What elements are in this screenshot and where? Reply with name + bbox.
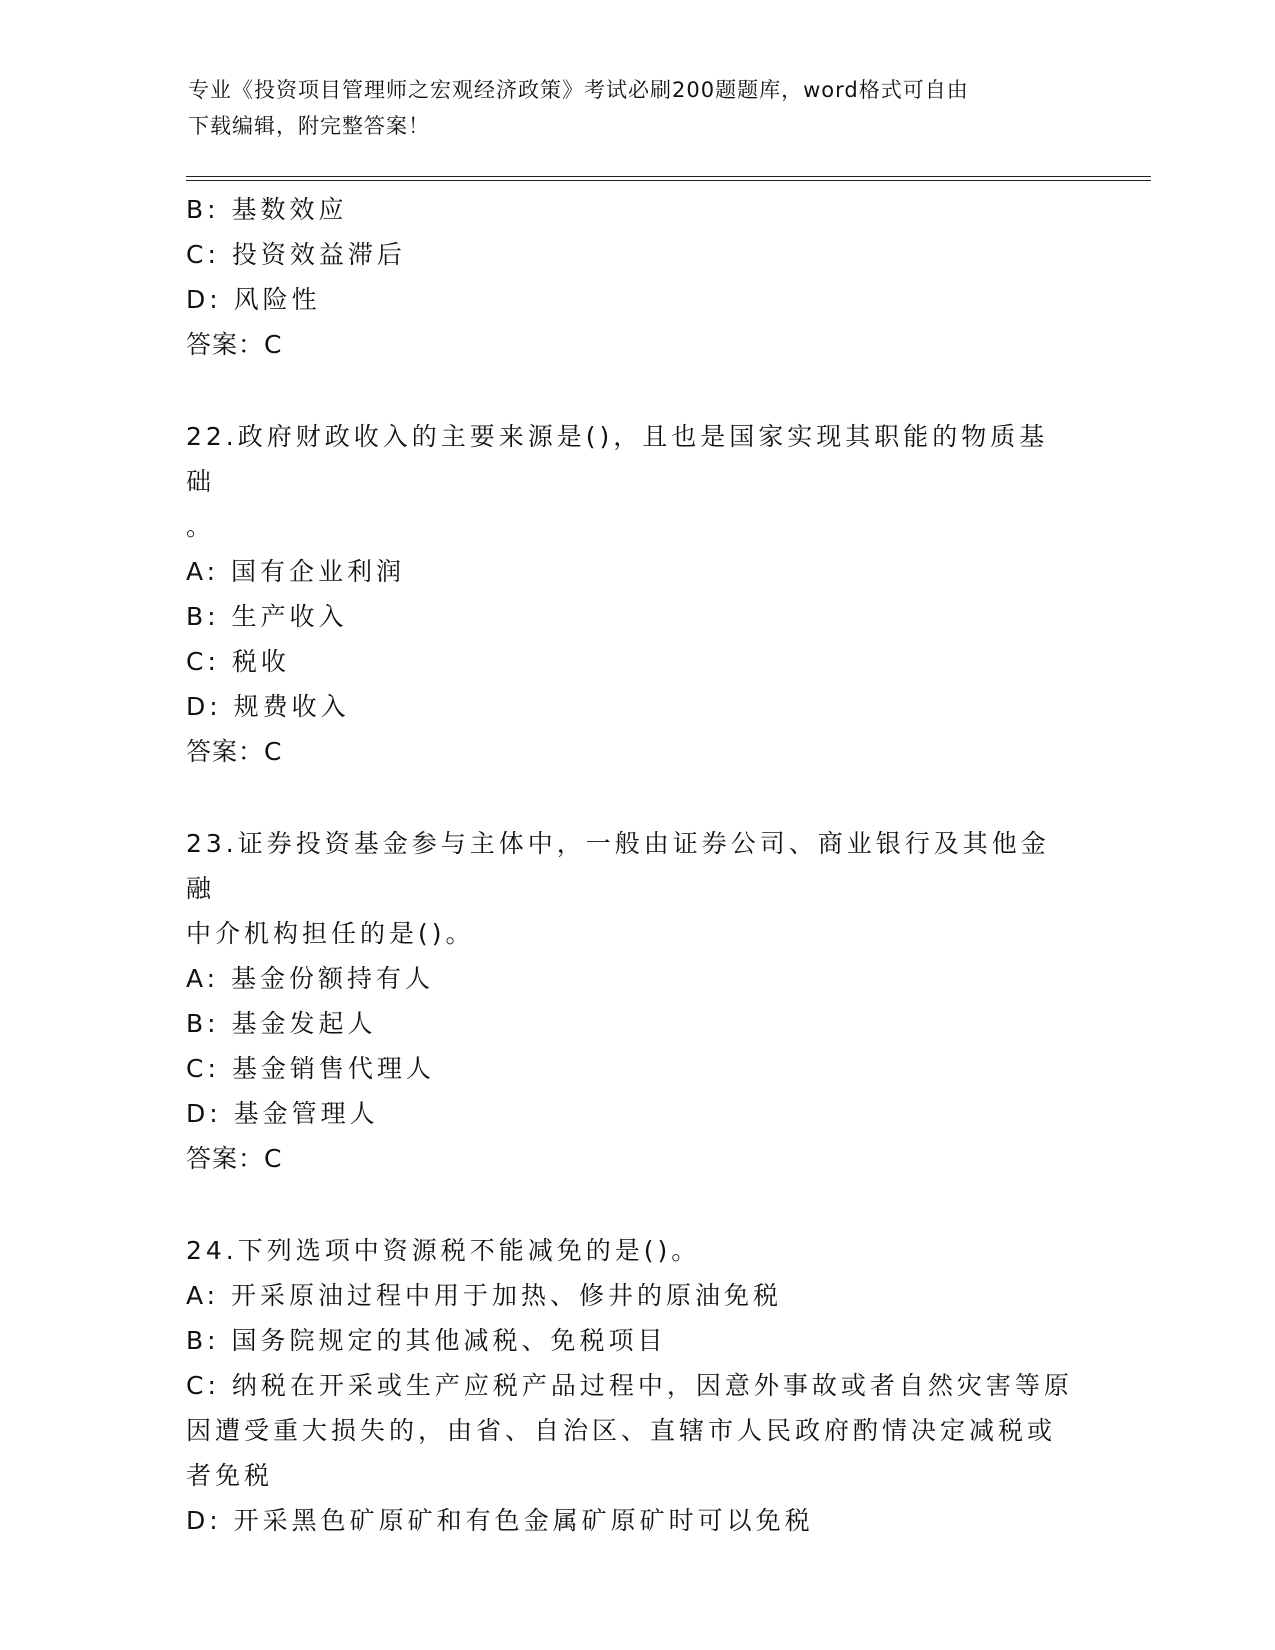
document-header [188, 72, 1068, 144]
option-c: C: 纳税在开采或生产应税产品过程中，因意外事故或者自然灾害等原 [186, 1371, 1073, 1400]
option-c-continued: 因遭受重大损失的，由省、自治区、直辖市人民政府酌情决定减税或 [186, 1416, 1057, 1445]
spacer [186, 774, 1076, 821]
option-c-continued: 者免税 [186, 1461, 274, 1490]
question-23 [186, 821, 1076, 1181]
question-stem: 24.下列选项中资源税不能减免的是()。 [186, 1236, 701, 1265]
option-c: C: 税收 [186, 647, 290, 676]
question-stem: 中介机构担任的是()。 [186, 919, 475, 948]
option-c: C: 投资效益滞后 [186, 240, 406, 269]
option-d: D: 风险性 [186, 285, 321, 314]
header-line-2: 下载编辑，附完整答案！ [188, 114, 430, 138]
option-b: B: 国务院规定的其他减税、免税项目 [186, 1326, 667, 1355]
question-stem: 22.政府财政收入的主要来源是()，且也是国家实现其职能的物质基础 [186, 422, 1049, 496]
header-rule-bottom [186, 180, 1151, 181]
previous-question [186, 187, 1076, 367]
spacer [186, 1181, 1076, 1228]
header-line-1: 专业《投资项目管理师之宏观经济政策》考试必刷200题题库，word格式可自由 [188, 78, 969, 102]
option-b: B: 生产收入 [186, 602, 348, 631]
header-rule-top [186, 176, 1151, 177]
answer: 答案：C [186, 1144, 283, 1173]
question-stem: 。 [186, 512, 216, 541]
option-b: B: 基数效应 [186, 195, 348, 224]
question-stem: 23.证券投资基金参与主体中，一般由证券公司、商业银行及其他金融 [186, 829, 1050, 903]
answer: 答案：C [186, 737, 283, 766]
question-24 [186, 1228, 1076, 1543]
question-content [186, 187, 1076, 1543]
spacer [186, 367, 1076, 414]
option-d: D: 规费收入 [186, 692, 350, 721]
answer: 答案：C [186, 330, 283, 359]
option-a: A: 国有企业利润 [186, 557, 406, 586]
option-d: D: 基金管理人 [186, 1099, 379, 1128]
option-a: A: 基金份额持有人 [186, 964, 435, 993]
option-b: B: 基金发起人 [186, 1009, 377, 1038]
question-22 [186, 414, 1076, 774]
option-c: C: 基金销售代理人 [186, 1054, 435, 1083]
option-d: D: 开采黑色矿原矿和有色金属矿原矿时可以免税 [186, 1506, 814, 1535]
option-a: A: 开采原油过程中用于加热、修井的原油免税 [186, 1281, 783, 1310]
